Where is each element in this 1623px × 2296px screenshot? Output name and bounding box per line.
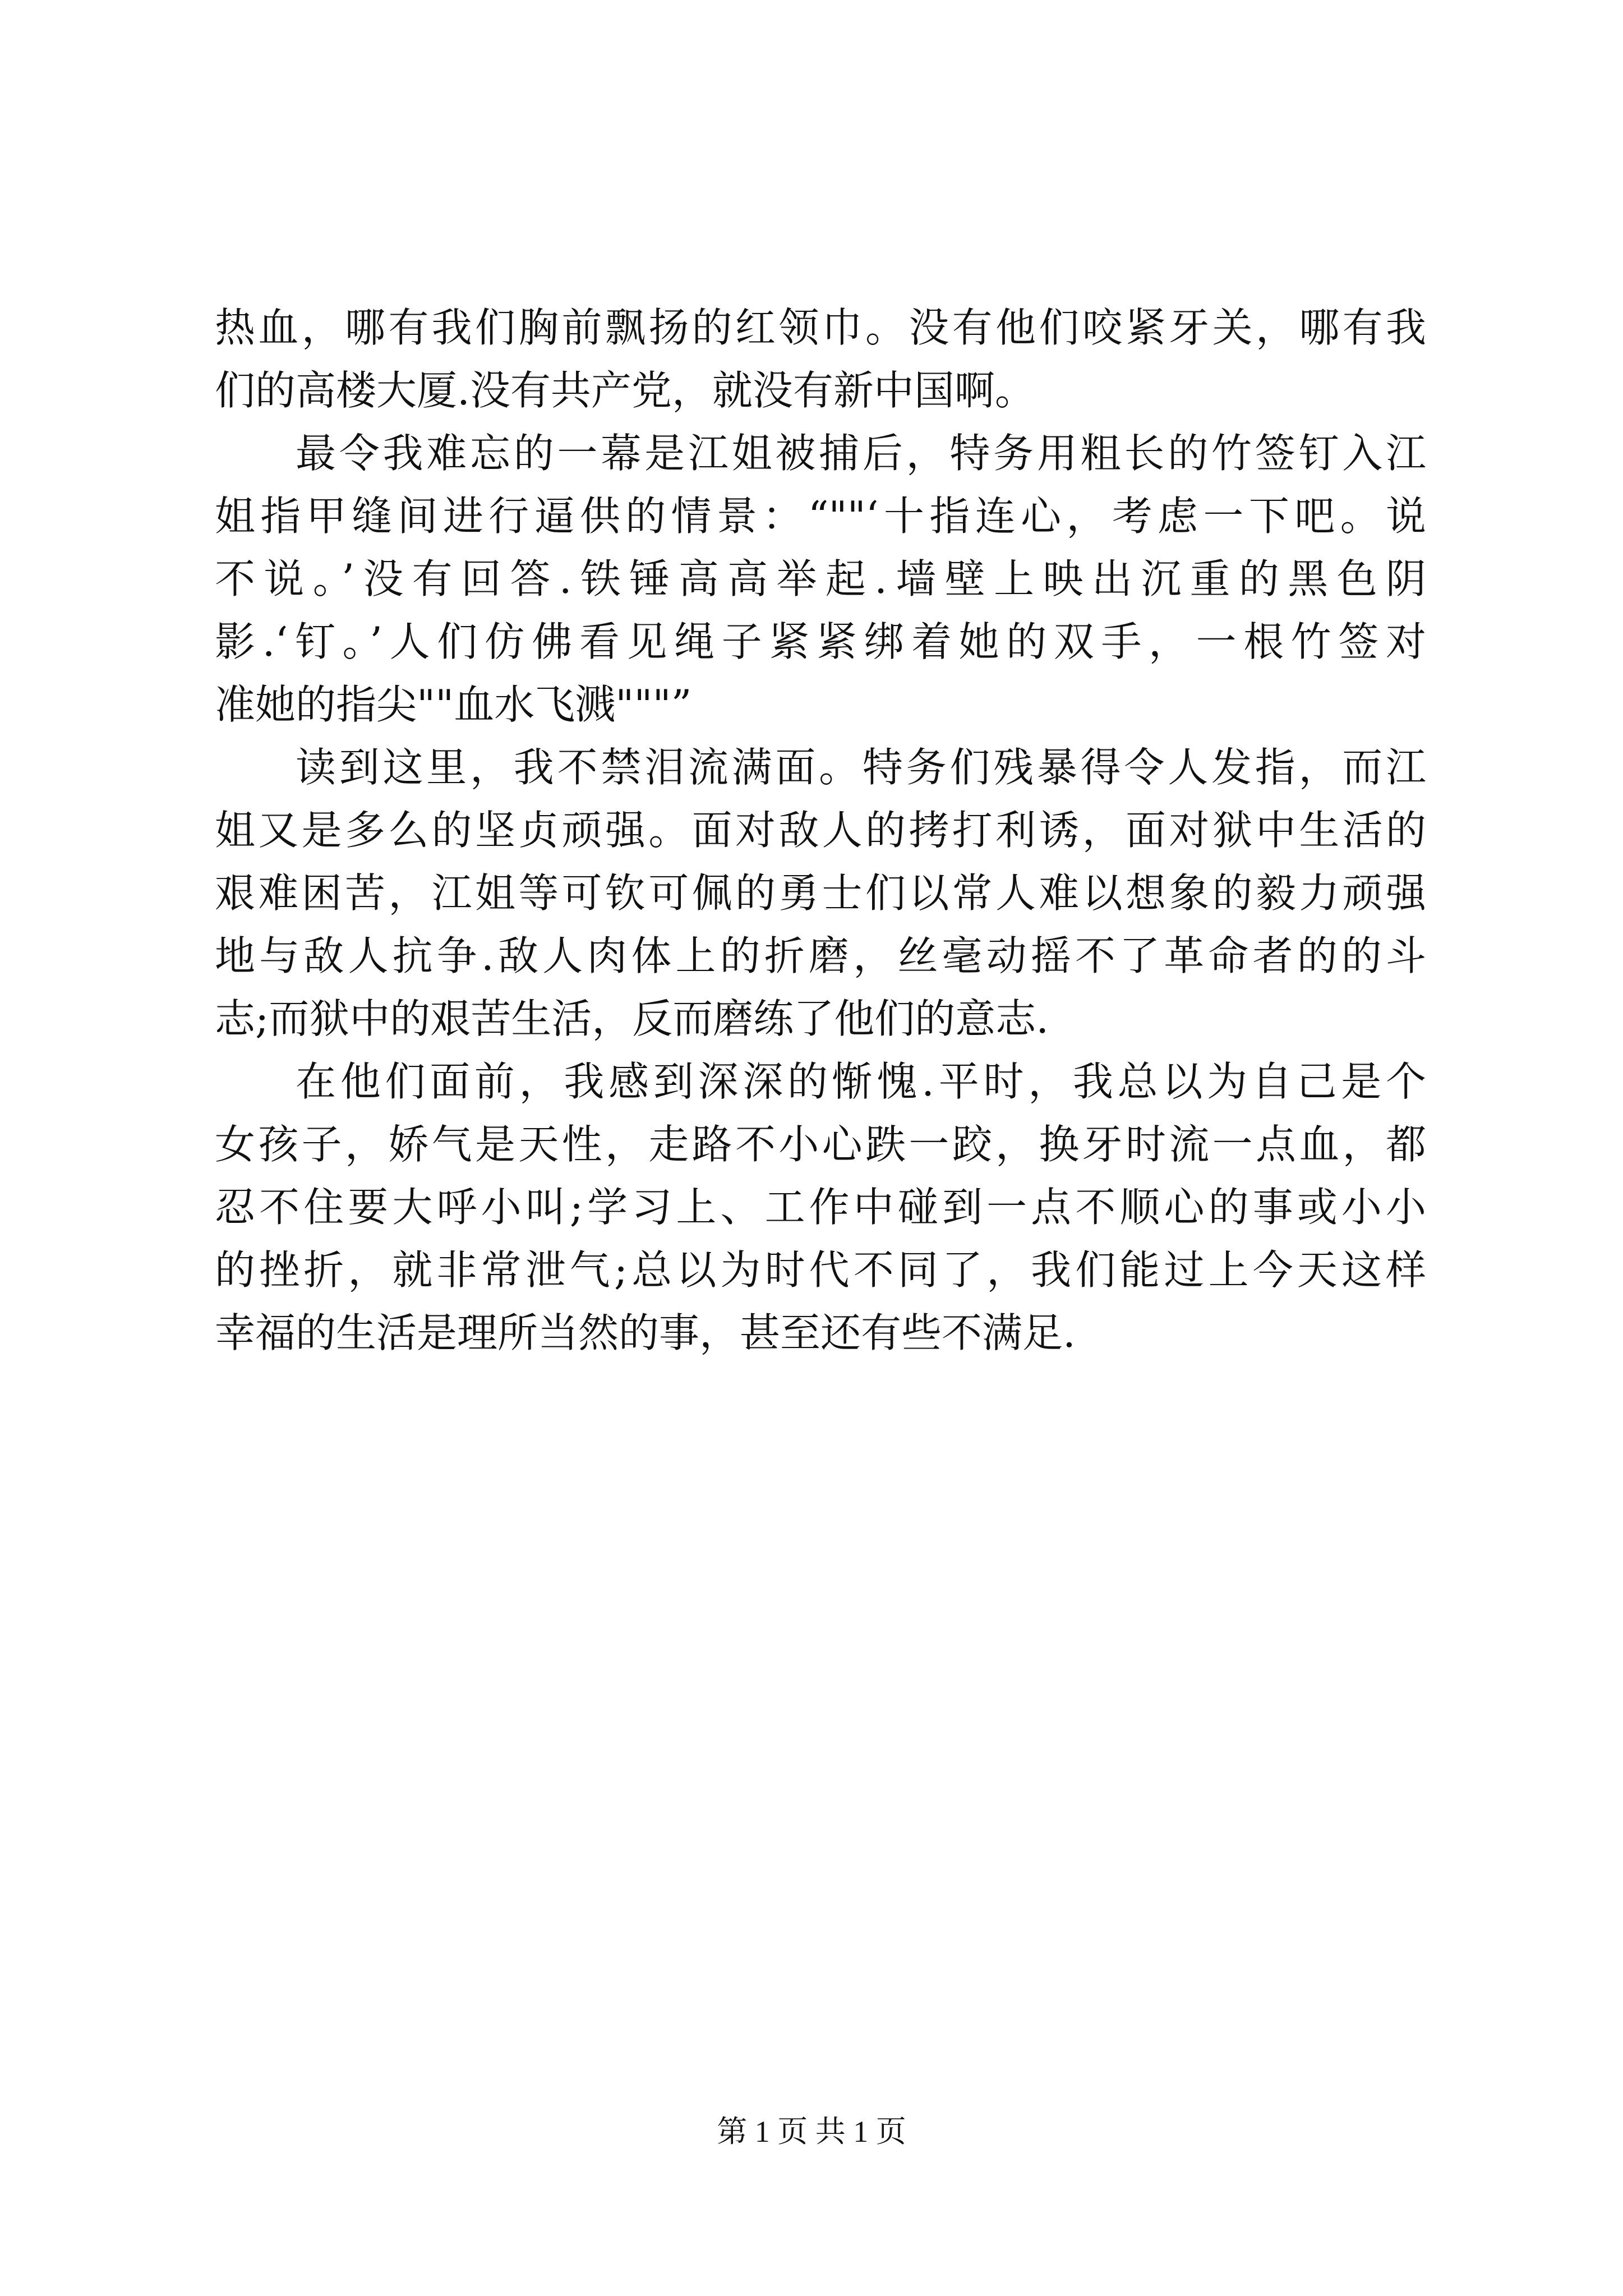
paragraph-line: 读到这里，我不禁泪流满面。特务们残暴得令人发指，而江 xyxy=(296,744,1426,791)
paragraph-4 xyxy=(215,1050,1426,1364)
paragraph-1 xyxy=(215,296,1426,422)
paragraph-line: 艰难困苦，江姐等可钦可佩的勇士们以常人难以想象的毅力顽强 xyxy=(215,869,1426,917)
paragraph-line: 在他们面前，我感到深深的惭愧.平时，我总以为自己是个 xyxy=(296,1058,1426,1105)
paragraph-line: 不说。’没有回答.铁锤高高举起.墙壁上映出沉重的黑色阴 xyxy=(215,555,1426,602)
paragraph-line: 地与敌人抗争.敌人肉体上的折磨，丝毫动摇不了革命者的的斗 xyxy=(215,932,1426,979)
paragraph-line: 忍不住要大呼小叫;学习上、工作中碰到一点不顺心的事或小小 xyxy=(215,1184,1426,1231)
paragraph-line: 幸福的生活是理所当然的事，甚至还有些不满足. xyxy=(215,1309,1076,1356)
paragraph-line: 姐又是多么的坚贞顽强。面对敌人的拷打利诱，面对狱中生活的 xyxy=(215,807,1426,854)
paragraph-line: 影.‘钉。’人们仿佛看见绳子紧紧绑着她的双手，一根竹签对 xyxy=(215,618,1426,665)
paragraph-line: 们的高楼大厦.没有共产党，就没有新中国啊。 xyxy=(215,367,1035,414)
paragraph-3 xyxy=(215,736,1426,1050)
paragraph-line: 最令我难忘的一幕是江姐被捕后，特务用粗长的竹签钉入江 xyxy=(296,430,1426,477)
paragraph-line: 志;而狱中的艰苦生活，反而磨练了他们的意志. xyxy=(215,995,1049,1042)
paragraph-line: 准她的指尖""血水飞溅"""” xyxy=(215,681,692,728)
paragraph-line: 女孩子，娇气是天性，走路不小心跌一跤，换牙时流一点血，都 xyxy=(215,1121,1426,1168)
page-number-label: 第 1 页 共 1 页 xyxy=(717,2115,906,2148)
paragraph-2 xyxy=(215,422,1426,736)
paragraph-line: 姐指甲缝间进行逼供的情景：“""‘十指连心，考虑一下吧。说 xyxy=(215,493,1426,540)
paragraph-line: 热血，哪有我们胸前飘扬的红领巾。没有他们咬紧牙关，哪有我 xyxy=(215,304,1426,351)
page-footer xyxy=(0,2114,1623,2150)
document-body xyxy=(215,296,1426,1364)
paragraph-line: 的挫折，就非常泄气;总以为时代不同了，我们能过上今天这样 xyxy=(215,1246,1426,1294)
